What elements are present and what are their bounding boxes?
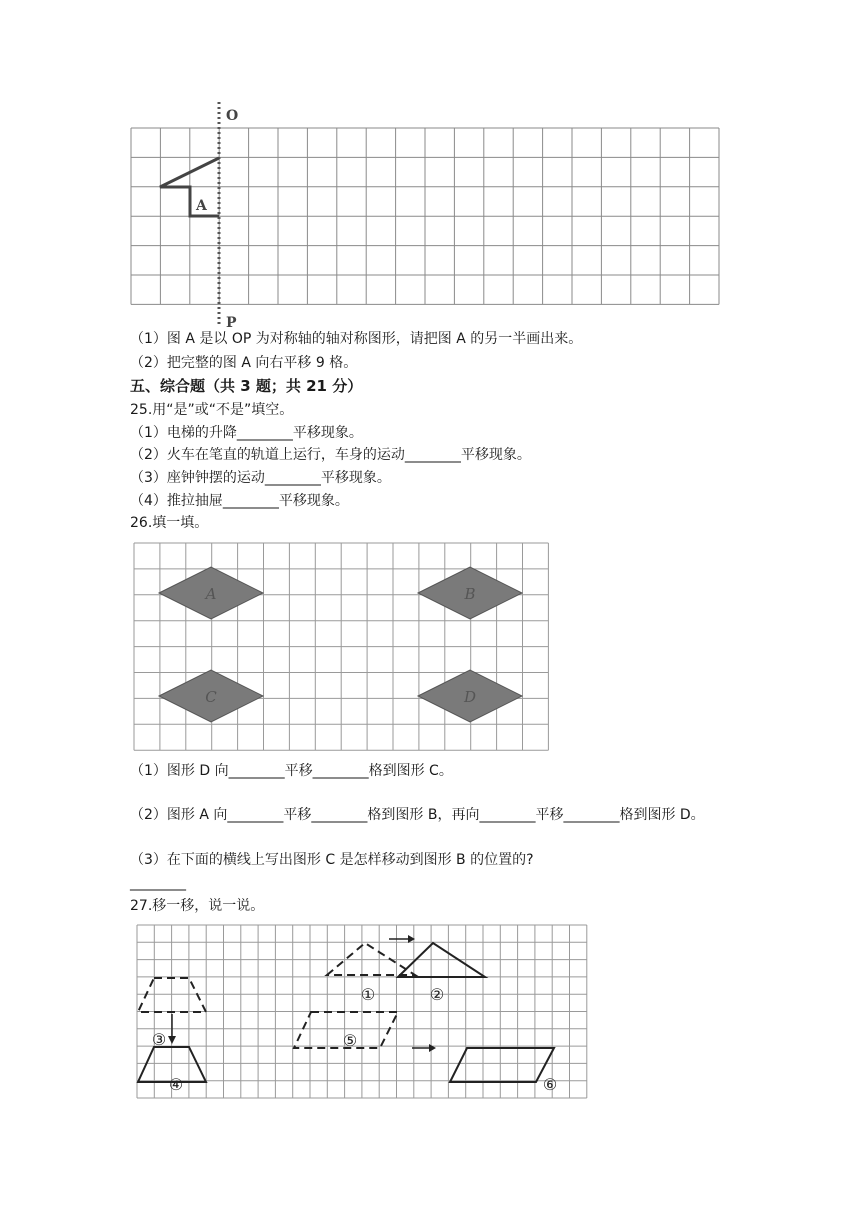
- shape-a-label: A: [196, 198, 207, 214]
- label-2: ②: [429, 985, 445, 1004]
- q25-stem: 25.用“是”或“不是”填空。: [130, 402, 294, 418]
- label-4: ④: [168, 1075, 184, 1094]
- q24-sub2: （2）把完整的图 A 向右平移 9 格。: [130, 355, 358, 371]
- q25-item-2: （2）火车在笔直的轨道上运行，车身的运动________平移现象。: [130, 447, 531, 463]
- q26-sub1: （1）图形 D 向________平移________格到图形 C。: [130, 763, 453, 779]
- q26-stem: 26.填一填。: [130, 515, 209, 531]
- q25-item-3: （3）座钟钟摆的运动________平移现象。: [130, 470, 391, 486]
- label-6: ⑥: [542, 1075, 558, 1094]
- q27-grid-figure: [136, 924, 592, 1106]
- label-5: ⑤: [342, 1031, 358, 1050]
- q25-item-1: （1）电梯的升降________平移现象。: [130, 425, 363, 441]
- q26-answer-blank: ________: [130, 875, 186, 891]
- section5-title: 五、综合题（共 3 题；共 21 分）: [130, 377, 363, 395]
- shape-c-letter: C: [205, 688, 217, 706]
- q27-stem: 27.移一移，说一说。: [130, 898, 265, 914]
- label-1: ①: [360, 985, 376, 1004]
- axis-label-p: P: [226, 315, 237, 331]
- q24-sub1: （1）图 A 是以 OP 为对称轴的轴对称图形，请把图 A 的另一半画出来。: [130, 331, 583, 347]
- q26-grid-figure: [133, 540, 551, 752]
- arrowhead-right-2: [429, 1044, 436, 1052]
- arrowhead-down: [168, 1036, 176, 1044]
- q26-sub3: （3）在下面的横线上写出图形 C 是怎样移动到图形 B 的位置的?: [130, 852, 534, 868]
- shape-a-letter: A: [205, 585, 217, 603]
- shape-1-dashed-triangle: [327, 943, 415, 975]
- q26-sub2: （2）图形 A 向________平移________格到图形 B，再向________平移________格到图形 D。: [130, 807, 705, 823]
- q24-grid-figure: [120, 100, 730, 335]
- label-3: ③: [151, 1030, 167, 1049]
- axis-label-o: O: [226, 108, 239, 124]
- shape-b-letter: B: [464, 585, 476, 603]
- q25-item-4: （4）推拉抽屉________平移现象。: [130, 493, 349, 509]
- shape-d-letter: D: [463, 688, 477, 706]
